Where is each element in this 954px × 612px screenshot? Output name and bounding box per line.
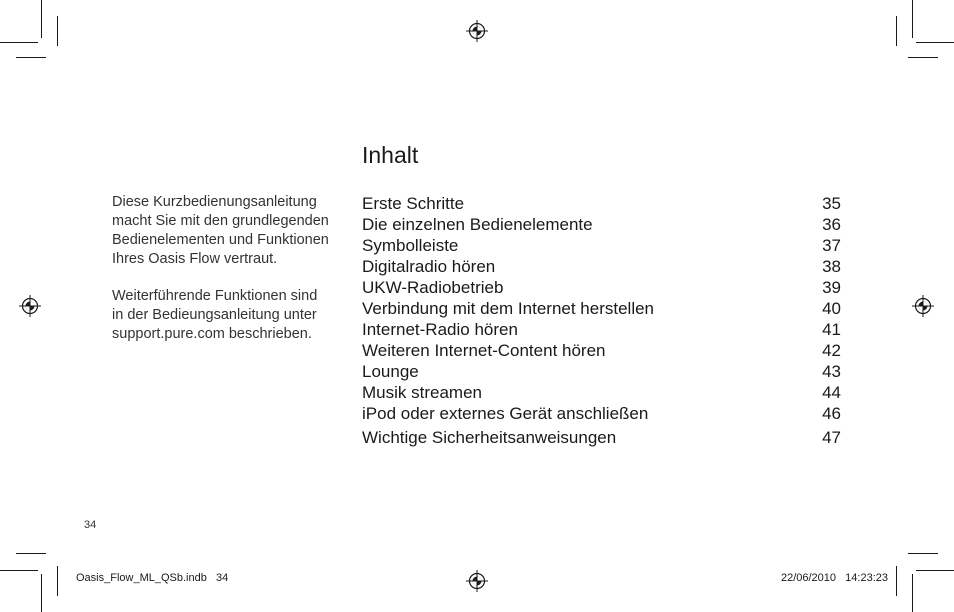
crop-mark-bottom-left-h2 [16, 553, 46, 554]
slug-file-info: Oasis_Flow_ML_QSb.indb 34 [76, 572, 229, 584]
toc-title: Inhalt [362, 142, 419, 168]
toc-entry-label: Digitalradio hören [362, 257, 496, 276]
toc-entry [362, 403, 841, 424]
page-number: 34 [84, 519, 97, 531]
intro-line: in der Bedieungsanleitung unter [112, 307, 317, 323]
toc-entry-label: UKW-Radiobetrieb [362, 278, 504, 297]
toc-entry-page: 46 [822, 404, 841, 423]
toc-entry-page: 38 [822, 257, 841, 276]
toc-entry-page: 47 [822, 428, 841, 447]
toc-entry-page: 36 [822, 215, 841, 234]
toc-entry [362, 298, 841, 319]
toc-entry-label: Internet-Radio hören [362, 320, 518, 339]
toc-entry-label: iPod oder externes Gerät anschließen [362, 404, 649, 423]
crop-mark-bottom-right-v2 [896, 566, 897, 596]
intro-line: support.pure.com beschrieben. [112, 326, 312, 342]
toc-entry-page: 41 [822, 320, 841, 339]
toc-entry [362, 277, 841, 298]
toc-entry-page: 43 [822, 362, 841, 381]
intro-line: Diese Kurzbedienungsanleitung [112, 194, 317, 210]
toc-entry-label: Musik streamen [362, 383, 482, 402]
toc-entry-label: Symbolleiste [362, 236, 459, 255]
registration-mark-top-icon [466, 20, 488, 42]
crop-mark-top-right-h [916, 42, 954, 43]
toc-entry-page: 40 [822, 299, 841, 318]
toc-entry [362, 361, 841, 382]
toc-list [362, 193, 841, 448]
crop-mark-top-left-v2 [57, 16, 58, 46]
toc-entry-page: 35 [822, 194, 841, 213]
toc-entry-page: 44 [822, 383, 841, 402]
crop-mark-top-left-h2 [16, 57, 46, 58]
toc-entry-label: Die einzelnen Bedienelemente [362, 215, 593, 234]
intro-line: Weiterführende Funktionen sind [112, 288, 318, 304]
toc-entry [362, 193, 841, 214]
toc-entry-label: Lounge [362, 362, 419, 381]
crop-mark-top-right-v [912, 0, 913, 38]
toc-entry [362, 256, 841, 277]
intro-paragraph-2 [112, 287, 352, 344]
crop-mark-bottom-left-v [41, 574, 42, 612]
registration-mark-left-icon [19, 295, 41, 317]
toc-entry-page: 37 [822, 236, 841, 255]
crop-mark-bottom-right-h2 [908, 553, 938, 554]
registration-mark-right-icon [912, 295, 934, 317]
toc-entry-label: Erste Schritte [362, 194, 465, 213]
toc-entry [362, 427, 841, 448]
toc-entry [362, 340, 841, 361]
toc-entry-page: 42 [822, 341, 841, 360]
intro-line: Ihres Oasis Flow vertraut. [112, 251, 278, 267]
crop-mark-top-right-h2 [908, 57, 938, 58]
crop-mark-bottom-right-h [916, 570, 954, 571]
toc-entry-page: 39 [822, 278, 841, 297]
crop-mark-top-left-v [41, 0, 42, 38]
toc-entry-label: Weiteren Internet-Content hören [362, 341, 606, 360]
slug-datetime: 22/06/2010 14:23:23 [780, 572, 888, 584]
crop-mark-top-right-v2 [896, 16, 897, 46]
intro-line: macht Sie mit den grundlegenden [112, 213, 329, 229]
toc-entry [362, 382, 841, 403]
toc-entry [362, 214, 841, 235]
registration-mark-bottom-icon [466, 570, 488, 592]
crop-mark-top-left-h [0, 42, 38, 43]
toc-entry-label: Verbindung mit dem Internet herstellen [362, 299, 655, 318]
intro-paragraph-1 [112, 193, 352, 269]
toc-entry [362, 319, 841, 340]
toc-entry-label: Wichtige Sicherheitsanweisungen [362, 428, 617, 447]
crop-mark-bottom-right-v [912, 574, 913, 612]
crop-mark-bottom-left-h [0, 570, 38, 571]
crop-mark-bottom-left-v2 [57, 566, 58, 596]
intro-line: Bedienelementen und Funktionen [112, 232, 329, 248]
toc-entry [362, 235, 841, 256]
